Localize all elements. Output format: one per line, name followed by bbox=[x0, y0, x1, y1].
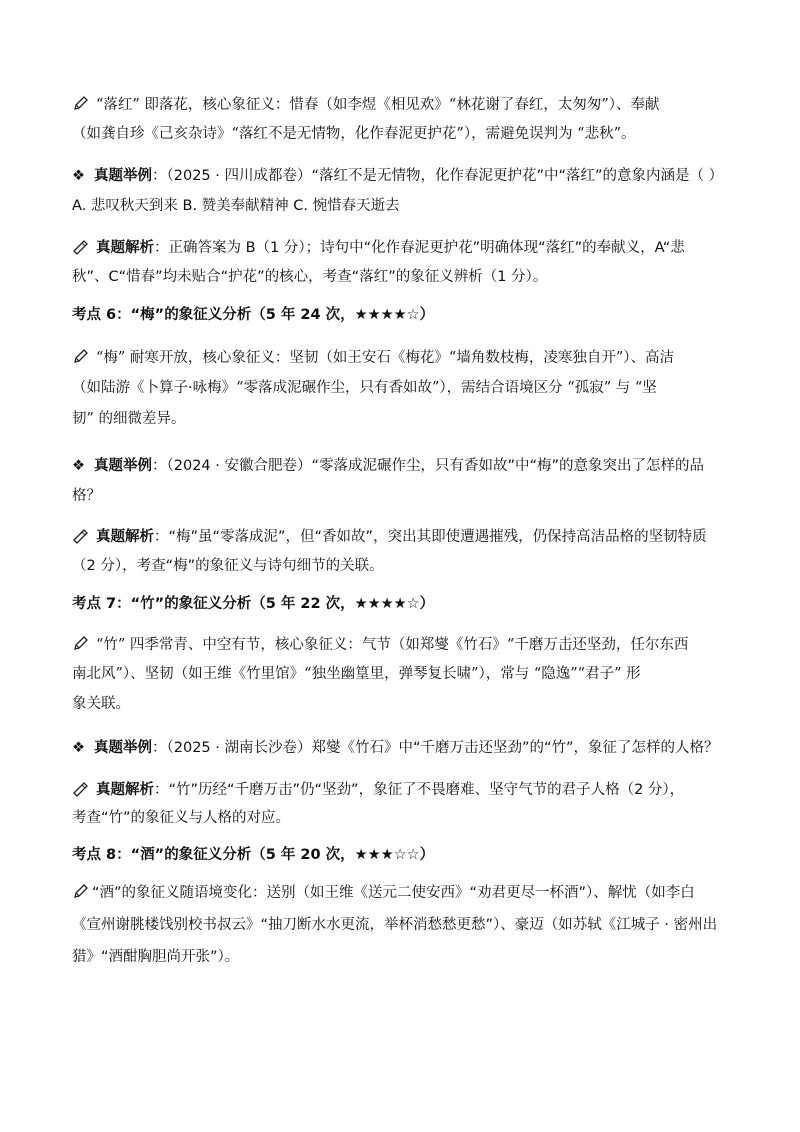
exam-example-tag: 真题举例 bbox=[94, 458, 152, 474]
pencil-icon bbox=[72, 94, 90, 112]
description-line: 象关联。 bbox=[72, 696, 130, 712]
exam-example-line: ❖ 真题举例：（2024 · 安徽合肥卷）“零落成泥碾作尘，只有香如故”中“梅”的意象突出了怎样的品 bbox=[72, 458, 705, 474]
description-line: 猎》“酒酣胸胆尚开张”）。 bbox=[72, 949, 240, 965]
analysis-line: 秋”、C“惜春”均未贴合“护花”的核心，考查“落红”的象征义辨析（1 分）。 bbox=[72, 269, 548, 285]
analysis-line: 真题解析：“竹”历经“千磨万击”仍“坚劲”，象征了不畏磨难、坚守气节的君子人格（2 分）， bbox=[72, 779, 684, 800]
diamond-bullet-icon: ❖ bbox=[72, 458, 85, 474]
exam-example-tag: 真题举例 bbox=[94, 168, 152, 184]
diamond-bullet-icon: ❖ bbox=[72, 740, 85, 756]
exam-example-line: ❖ 真题举例：（2025 · 四川成都卷）“落红不是无情物，化作春泥更护花”中“落红”的意象内涵是（ ） bbox=[72, 168, 724, 184]
description-line: “落红” 即落花，核心象征义：惜春（如李煜《相见欢》“林花谢了春红，太匆匆”）、奉献 bbox=[72, 94, 660, 115]
diamond-bullet-icon: ❖ bbox=[72, 168, 85, 184]
description-line: “竹” 四季常青、中空有节，核心象征义：气节（如郑燮《竹石》“千磨万击还坚劲，任尔东西 bbox=[72, 634, 688, 655]
analysis-tag: 真题解析 bbox=[96, 782, 154, 798]
exam-example-tag: 真题举例 bbox=[94, 740, 152, 756]
description-line: “酒”的象征义随语境变化：送别（如王维《送元二使安西》“劝君更尽一杯酒”）、解忧（如李白 bbox=[72, 882, 695, 903]
description-line: 南北风”）、坚韧（如王维《竹里馆》“独坐幽篁里，弹琴复长啸”），常与 “隐逸”“君子” 形 bbox=[72, 666, 641, 682]
exam-options: A. 悲叹秋天到来 B. 赞美奉献精神 C. 惋惜春天逝去 bbox=[72, 198, 400, 214]
pencil-icon bbox=[72, 882, 90, 900]
description-line: 《宣州谢朓楼饯别校书叔云》“抽刀断水水更流，举杯消愁愁更愁”）、豪迈（如苏轼《江城子 · 密州出 bbox=[72, 917, 718, 933]
description-line: （如陆游《卜算子·咏梅》“零落成泥碾作尘，只有香如故”），需结合语境区分 “孤寂” 与 “坚 bbox=[72, 380, 657, 396]
pen-icon bbox=[72, 237, 90, 255]
description-line: （如龚自珍《己亥杂诗》“落红不是无情物，化作春泥更护花”），需避免误判为 “悲秋”。 bbox=[72, 126, 636, 142]
analysis-line: 真题解析：正确答案为 B（1 分）；诗句中“化作春泥更护花”明确体现“落红”的奉献义，A“悲 bbox=[72, 237, 685, 258]
analysis-tag: 真题解析 bbox=[96, 529, 154, 545]
section-heading-6: 考点 6：“梅”的象征义分析（5 年 24 次，★★★★☆） bbox=[72, 307, 435, 323]
exam-example-line: 格？ bbox=[72, 488, 101, 504]
exam-example-line: ❖ 真题举例：（2025 · 湖南长沙卷）郑燮《竹石》中“千磨万击还坚劲”的“竹”，象征了怎样的人格？ bbox=[72, 740, 719, 756]
analysis-line: 真题解析：“梅”虽“零落成泥”，但“香如故”，突出其即使遭遇摧残，仍保持高洁品格的坚韧特质 bbox=[72, 526, 707, 547]
description-line: “梅” 耐寒开放，核心象征义：坚韧（如王安石《梅花》“墙角数枝梅，凌寒独自开”）、高洁 bbox=[72, 347, 674, 368]
analysis-tag: 真题解析 bbox=[96, 240, 154, 256]
pencil-icon bbox=[72, 347, 90, 365]
pencil-icon bbox=[72, 634, 90, 652]
description-line: 韧” 的细微差异。 bbox=[72, 411, 186, 427]
section-heading-7: 考点 7：“竹”的象征义分析（5 年 22 次，★★★★☆） bbox=[72, 596, 435, 612]
analysis-line: （2 分），考查“梅”的象征义与诗句细节的关联。 bbox=[72, 558, 384, 574]
analysis-line: 考查“竹”的象征义与人格的对应。 bbox=[72, 810, 291, 826]
pen-icon bbox=[72, 779, 90, 797]
pen-icon bbox=[72, 526, 90, 544]
section-heading-8: 考点 8：“酒”的象征义分析（5 年 20 次，★★★☆☆） bbox=[72, 847, 435, 863]
